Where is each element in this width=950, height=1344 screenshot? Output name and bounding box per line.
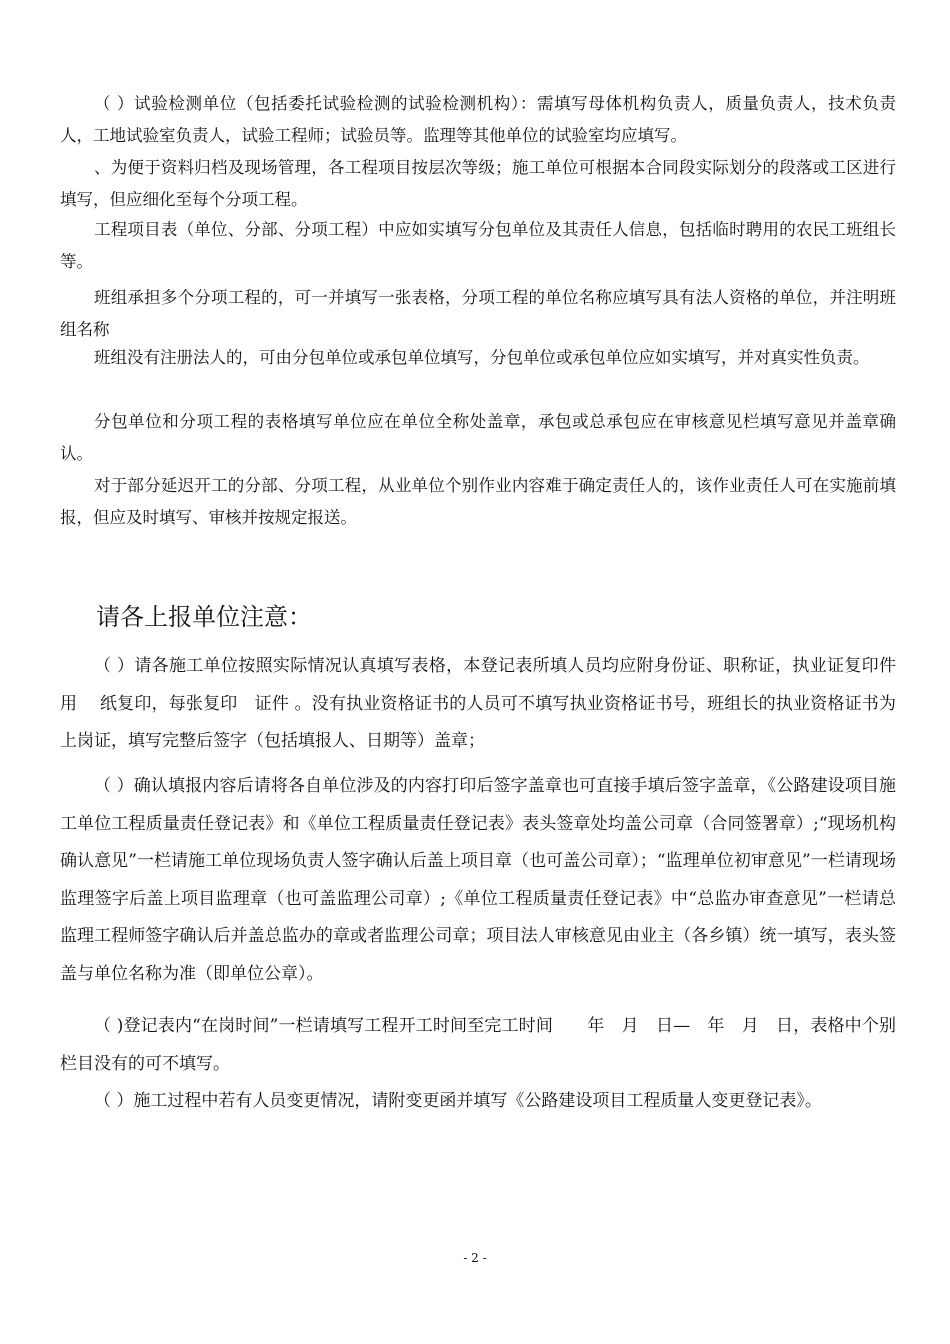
notice-item-time: （ )登记表内“在岗时间”一栏请填写工程开工时间至完工时间 年 月 日— 年 月 日，表格中个别栏目没有的可不填写。 [60, 1016, 896, 1074]
notice-heading: 请各上报单位注意： [96, 603, 312, 631]
paragraph-testing-units: （ ）试验检测单位（包括委托试验检测的试验检测机构）：需填写母体机构负责人，质量负责人，技术负责人，工地试验室负责人，试验工程师；试验员等。监理等其他单位的试验室均应填写。 [60, 94, 896, 145]
paragraph-seal: 分包单位和分项工程的表格填写单位应在单位全称处盖章，承包或总承包应在审核意见栏填写意见并盖章确认。 [60, 412, 896, 463]
notice-item-confirm: （ ）确认填报内容后请将各自单位涉及的内容打印后签字盖章也可直接手填后签字盖章，《公路建设项目施工单位工程质量责任登记表》和《单位工程质量责任登记表》表头签章处均盖公司章（合同签署章）;“现场机构确认意见”一栏请施工单位现场负责人签字确认后盖上项目章（也可盖公司章）；“监理单位初审意见”一栏请现场监理签字后盖上项目监理章（也可盖监理公司章）;《单位工程质量责任登记表》中“总监办审查意见”一栏请总监理工程师签字确认后并盖总监办的章或者监理公司章；项目法人审核意见由业主（各乡镇）统一填写，表头签盖与单位名称为准（即单位公章）。 [60, 776, 896, 984]
paragraph-archiving: 、为便于资料归档及现场管理，各工程项目按层次等级；施工单位可根据本合同段实际划分的段落或工区进行填写，但应细化至每个分项工程。 [60, 158, 896, 209]
paragraph-delayed: 对于部分延迟开工的分部、分项工程，从业单位个别作业内容难于确定责任人的，该作业责任人可在实施前填报，但应及时填写、审核并按规定报送。 [60, 476, 896, 527]
notice-item-fill: （ ）请各施工单位按照实际情况认真填写表格，本登记表所填人员均应附身份证、职称证，执业证复印件 用 纸复印，每张复印 证件 。没有执业资格证书的人员可不填写执业资格证书号，班组长的执业资格证书为上岗证，填写完整后签字（包括填报人、日期等）盖章； [60, 656, 896, 751]
paragraph-project-table: 工程项目表（单位、分部、分项工程）中应如实填写分包单位及其责任人信息，包括临时聘用的农民工班组长等。 [60, 220, 896, 271]
page-number: - 2 - [463, 1251, 487, 1265]
paragraph-team-multiple: 班组承担多个分项工程的，可一并填写一张表格，分项工程的单位名称应填写具有法人资格的单位，并注明班组名称 [60, 288, 896, 339]
notice-item-change: （ ）施工过程中若有人员变更情况，请附变更函并填写《公路建设项目工程质量人变更登记表》。 [94, 1091, 822, 1111]
paragraph-team-no-legal: 班组没有注册法人的，可由分包单位或承包单位填写，分包单位或承包单位应如实填写，并对真实性负责。 [94, 348, 870, 367]
